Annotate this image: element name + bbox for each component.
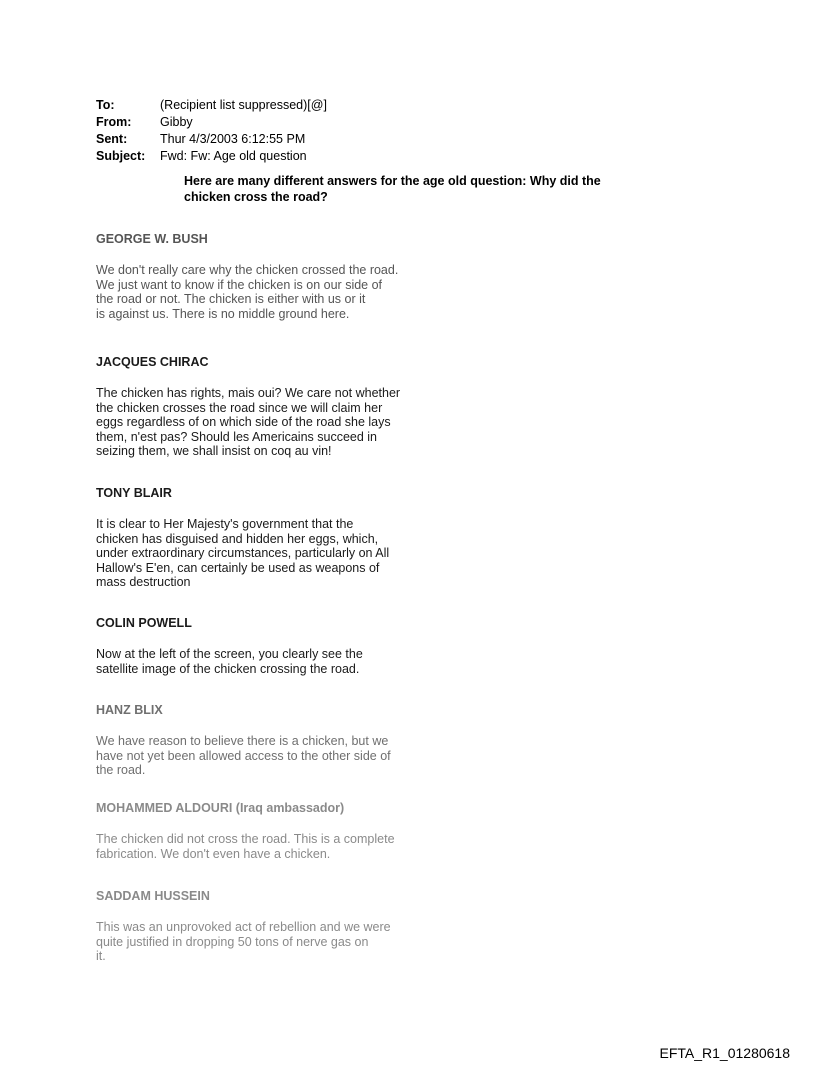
answer-text: We don't really care why the chicken crossed the road. We just want to know if the chicken is on our side of the road or not. The chicken is either with us or it is against us. There is no middle ground here. — [96, 263, 399, 321]
subject-label: Subject: — [96, 149, 146, 163]
answer-aldouri — [96, 801, 416, 889]
answer-name: JACQUES CHIRAC — [96, 355, 209, 369]
answer-name: MOHAMMED ALDOURI (Iraq ambassador) — [96, 801, 345, 815]
answer-bush — [96, 232, 416, 355]
sent-label: Sent: — [96, 132, 128, 146]
answer-text: This was an unprovoked act of rebellion and we were quite justified in dropping 50 tons of nerve gas on it. — [96, 920, 391, 963]
sent-row — [96, 131, 327, 148]
answer-blix — [96, 703, 416, 801]
answer-name: GEORGE W. BUSH — [96, 232, 208, 246]
answer-powell — [96, 616, 416, 703]
answer-name: TONY BLAIR — [96, 486, 172, 500]
subject-row — [96, 148, 327, 165]
to-value: (Recipient list suppressed)[@] — [160, 98, 327, 112]
sent-value: Thur 4/3/2003 6:12:55 PM — [160, 132, 306, 146]
document-id: EFTA_R1_01280618 — [659, 1045, 790, 1061]
subject-value: Fwd: Fw: Age old question — [160, 149, 307, 163]
answer-text: The chicken did not cross the road. This is a complete fabrication. We don't even have a chicken. — [96, 832, 395, 861]
answer-name: HANZ BLIX — [96, 703, 163, 717]
answer-text: The chicken has rights, mais oui? We care not whether the chicken crosses the road since we will claim her eggs regardless of on which side of the road she lays them, n'est pas? Should les Americains succeed in seizing them, we shall insist on coq au vin! — [96, 386, 401, 458]
to-label: To: — [96, 98, 115, 112]
answer-name: SADDAM HUSSEIN — [96, 889, 210, 903]
from-row — [96, 114, 327, 131]
answer-blair — [96, 486, 416, 616]
from-label: From: — [96, 115, 132, 129]
intro-question: Here are many different answers for the age old question: Why did the chicken cross the road? — [184, 174, 601, 204]
to-row — [96, 97, 327, 114]
answer-text: We have reason to believe there is a chicken, but we have not yet been allowed access to the other side of the road. — [96, 734, 391, 777]
answer-text: It is clear to Her Majesty's government that the chicken has disguised and hidden her eggs, which, under extraordinary circumstances, particularly on All Hallow's E'en, can certainly be used as weapons of mass destruction — [96, 517, 390, 589]
email-header — [96, 97, 327, 165]
answer-name: COLIN POWELL — [96, 616, 192, 630]
answers-list — [96, 232, 416, 964]
from-value: Gibby — [160, 115, 193, 129]
answer-text: Now at the left of the screen, you clearly see the satellite image of the chicken crossing the road. — [96, 647, 363, 676]
answer-hussein — [96, 889, 416, 964]
answer-chirac — [96, 355, 416, 486]
